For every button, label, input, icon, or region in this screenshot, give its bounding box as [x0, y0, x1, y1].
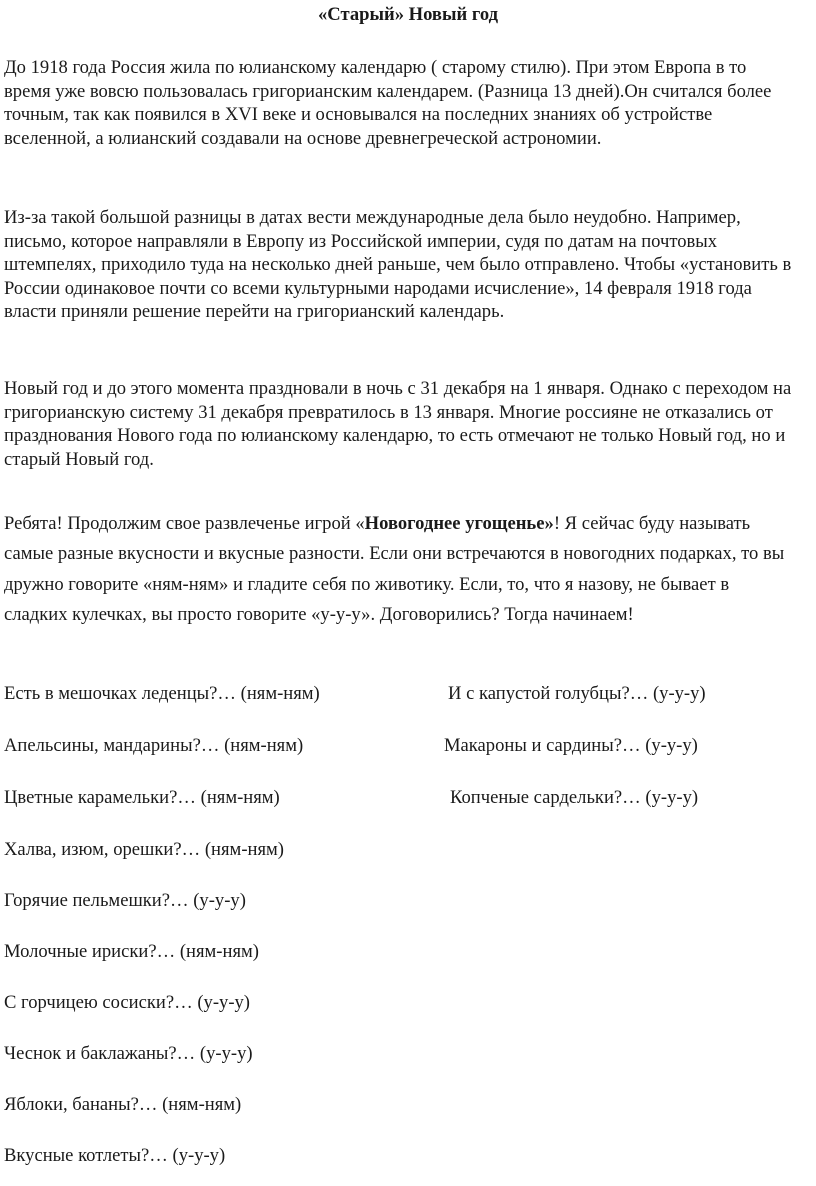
paragraph-history: До 1918 года Россия жила по юлианскому календарю ( старому стилю). При этом Европа в то время уже вовсю пользовалась григорианским календарем. (Разница 13 дней).Он считался более точным, так как появился в XVI веке и основывался на последних знаниях об устройстве вселенной, а юлианский создавали на основе древнегреческой астрономии. [4, 57, 772, 149]
game-intro-start: Ребята! Продолжим свое развлеченье игрой « [4, 513, 365, 534]
paragraph-calendar-change: Из-за такой большой разницы в датах вести международные дела было неудобно. Например, письмо, которое направляли в Европу из Российской империи, судя по датам на почтовых штемпелях, приходило туда на несколько дней раньше, чем было отправлено. Чтобы «установить в России одинаковое почти со всеми культурными народами исчисление», 14 февраля 1918 года власти приняли решение перейти на григорианский календарь. [4, 207, 792, 323]
paragraph-new-year: Новый год и до этого момента праздновали в ночь с 31 декабря на 1 января. Однако с переходом на григорианскую систему 31 декабря превратилось в 13 января. Многие россияне не отказались от празднования Нового года по юлианскому календарю, то есть отмечают не только Новый год, но и старый Новый год. [4, 378, 792, 470]
game-line: Горячие пельмешки?… (у-у-у) [4, 890, 246, 911]
game-line-left: Апельсины, мандарины?… (ням-ням) [4, 735, 304, 756]
game-line: Халва, изюм, орешки?… (ням-ням) [4, 839, 284, 860]
game-line: Чеснок и баклажаны?… (у-у-у) [4, 1043, 253, 1064]
game-line-pair [4, 786, 804, 810]
game-line-left: Цветные карамельки?… (ням-ням) [4, 787, 280, 808]
game-line-pair [4, 734, 804, 758]
game-line-pair [4, 682, 804, 706]
game-line: С горчицею сосиски?… (у-у-у) [4, 992, 250, 1013]
game-line-left: Есть в мешочках леденцы?… (ням-ням) [4, 683, 320, 704]
paragraph-game-intro [4, 509, 794, 631]
game-line: Молочные ириски?… (ням-ням) [4, 941, 259, 962]
game-intro-rest: ! Я сейчас буду называть самые разные вкусности и вкусные разности. Если они встречаются в новогодних подарках, то вы дружно говорите «ням-ням» и гладите себя по животику. Если, то, что я назову, не бывает в сладких кулечках, вы просто говорите «у-у-у». Договорились? Тогда начинаем! [4, 513, 785, 626]
game-line-right: Макароны и сардины?… (у-у-у) [444, 735, 698, 756]
game-line-right: Копченые сардельки?… (у-у-у) [450, 787, 699, 808]
page-title: «Старый» Новый год [317, 4, 499, 25]
game-line: Яблоки, бананы?… (ням-ням) [4, 1094, 242, 1115]
game-title: Новогоднее угощенье» [364, 513, 554, 534]
game-line-right: И с капустой голубцы?… (у-у-у) [448, 683, 706, 704]
game-line: Вкусные котлеты?… (у-у-у) [4, 1145, 226, 1166]
